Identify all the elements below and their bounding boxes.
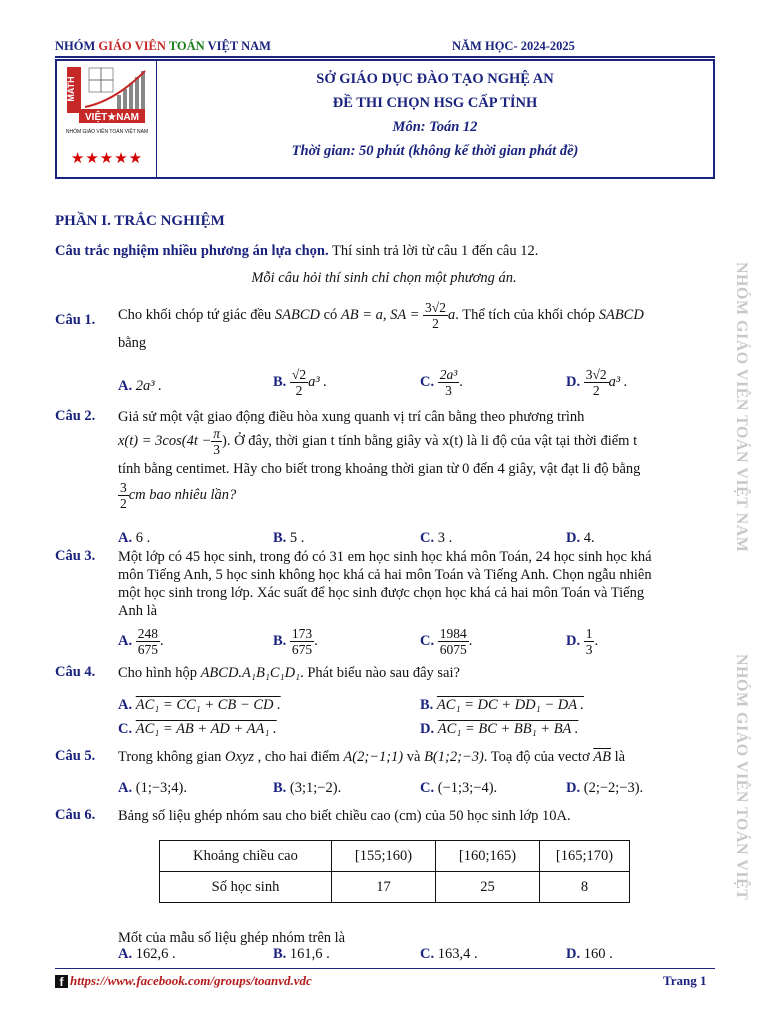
footer-divider	[55, 968, 715, 969]
question-4-label: Câu 4.	[55, 664, 96, 680]
group-text-4: VIỆT NAM	[207, 39, 271, 53]
question-2-text: Giả sử một vật giao động điều hòa xung quanh vị trí cân bằng theo phương trình x(t) = 3cos(4t − $\frac{\pi}{3}$ ). Ở đây, thời gian t tính bằng giây và x(t) là li độ của vật tại thời điểm t tính bằng centimet. Hãy cho biết trong khoảng thời gian từ 0 đến 4 giây, vật đạt li độ bằng $\frac{3}{2}$ cm bao nhiêu lần?	[118, 409, 641, 512]
question-3-option-c[interactable]: C. $\frac{1984}{6075}$ .	[420, 626, 473, 657]
facebook-link[interactable]	[55, 973, 312, 989]
question-4-text: Cho hình hộp ABCD.A₁B₁C₁D₁. Phát biểu nào sau đây sai?	[118, 665, 460, 681]
question-6-option-a[interactable]: A. 162,6 .	[118, 946, 176, 962]
question-1-text: Cho khối chóp tứ giác đều SABCD có AB = a, SA = $\frac{3√2}{2}$ a. Thể tích của khối chóp SABCD bằng	[118, 300, 644, 351]
subject-line: Môn: Toán 12	[392, 119, 478, 135]
facebook-icon: f	[55, 975, 68, 988]
rating-stars: ★★★★★	[70, 151, 144, 167]
department-title: SỞ GIÁO DỤC ĐÀO TẠO NGHỆ AN	[316, 71, 554, 87]
question-3-option-b[interactable]: B. $\frac{173}{675}$ .	[273, 626, 318, 657]
question-5-option-c[interactable]: C. (−1;3;−4).	[420, 780, 498, 796]
table-header-cell: [160;165)	[436, 841, 540, 872]
table-header-cell: Khoảng chiều cao	[160, 841, 332, 872]
exam-banner	[55, 59, 715, 179]
question-6-option-c[interactable]: C. 163,4 .	[420, 946, 478, 962]
instruction-bold: Câu trắc nghiệm nhiều phương án lựa chọn.	[55, 243, 329, 259]
instruction-rest: Thí sinh trả lời từ câu 1 đến câu 12.	[328, 243, 539, 259]
section-title: PHẦN I. TRẮC NGHIỆM	[55, 213, 225, 229]
page-number: Trang 1	[663, 973, 707, 988]
group-text-2: GIÁO VIÊN	[98, 39, 169, 53]
watermark-bottom: NHÓM GIÁO VIÊN TOÁN VIỆT	[733, 654, 750, 901]
question-3-text: Một lớp có 45 học sinh, trong đó có 31 em học sinh học khá môn Toán, 24 học sinh học khá môn Tiếng Anh, 5 học sinh không học khá cả hai môn Toán và Tiếng Anh. Chọn ngẫu nhiên một học sinh trong lớp. Xác suất để học sinh được chọn học khá cả hai môn Toán và Tiếng Anh là	[118, 549, 652, 619]
question-4-option-a[interactable]: A. AC₁ = CC₁ + CB − CD .	[118, 697, 281, 713]
logo-subtitle: NHÓM GIÁO VIÊN TOÁN VIỆT NAM	[65, 129, 149, 135]
question-3-label: Câu 3.	[55, 548, 96, 564]
watermark-top: NHÓM GIÁO VIÊN TOÁN VIỆT NAM	[733, 262, 750, 553]
exam-title: ĐỀ THI CHỌN HSG CẤP TỈNH	[332, 95, 538, 111]
question-4-option-d[interactable]: D. AC₁ = BC + BB₁ + BA .	[420, 721, 579, 737]
question-5-option-a[interactable]: A. (1;−3;4).	[118, 780, 188, 796]
question-6-prompt: Mốt của mẫu số liệu ghép nhóm trên là	[118, 930, 346, 946]
table-row	[160, 841, 630, 872]
question-1-option-b[interactable]: B. $\frac{√2}{2}$ a³ .	[273, 367, 327, 398]
table-cell: 25	[436, 872, 540, 903]
question-1-option-a[interactable]: A. 2a³ .	[118, 378, 162, 394]
facebook-url[interactable]: https://www.facebook.com/groups/toanvd.vdc	[70, 973, 312, 988]
question-6-option-b[interactable]: B. 161,6 .	[273, 946, 330, 962]
question-2-label: Câu 2.	[55, 408, 96, 424]
school-year: NĂM HỌC- 2024-2025	[452, 39, 575, 53]
banner-text	[157, 67, 713, 163]
frequency-table	[159, 840, 630, 903]
header-divider	[55, 56, 715, 58]
question-4-option-b[interactable]: B. AC₁ = DC + DD₁ − DA .	[420, 697, 585, 713]
table-header-cell: [165;170)	[540, 841, 630, 872]
math-vietnam-logo	[65, 65, 149, 127]
question-2-option-b[interactable]: B. 5 .	[273, 530, 305, 546]
table-cell: 17	[332, 872, 436, 903]
question-6-text: Bảng số liệu ghép nhóm sau cho biết chiều cao (cm) của 50 học sinh lớp 10A.	[118, 808, 571, 824]
group-text-1: NHÓM	[55, 39, 99, 53]
section-instruction-italic: Mỗi câu hỏi thí sinh chỉ chọn một phương án.	[251, 270, 517, 286]
question-5-text: Trong không gian Oxyz , cho hai điểm A(2;−1;1) và B(1;2;−3). Toạ độ của vectơ $\overline{AB}$ là	[118, 749, 626, 765]
section-instruction	[55, 243, 538, 260]
question-1-option-c[interactable]: C. $\frac{\text{2a³}}{3}$ .	[420, 367, 463, 398]
question-6-label: Câu 6.	[55, 807, 96, 823]
table-row	[160, 872, 630, 903]
logo-cell	[57, 61, 157, 177]
question-1-option-d[interactable]: D. $\frac{3√2}{2}$ a³ .	[566, 367, 628, 398]
table-cell: 8	[540, 872, 630, 903]
question-5-option-d[interactable]: D. (2;−2;−3).	[566, 780, 644, 796]
question-2-option-d[interactable]: D. 4.	[566, 530, 595, 546]
logo-brand-text: VIỆT★NAM	[85, 112, 139, 123]
question-6-option-d[interactable]: D. 160 .	[566, 946, 613, 962]
question-3-option-a[interactable]: A. $\frac{248}{675}$ .	[118, 626, 164, 657]
question-4-option-c[interactable]: C. AC₁ = AB + AD + AA₁ .	[118, 721, 277, 737]
question-3-option-d[interactable]: D. $\frac{1}{3}$ .	[566, 626, 599, 657]
question-5-option-b[interactable]: B. (3;1;−2).	[273, 780, 342, 796]
table-header-cell: [155;160)	[332, 841, 436, 872]
question-1-label: Câu 1.	[55, 312, 96, 328]
header-group-name	[55, 39, 271, 54]
logo-math-text: MATH	[66, 76, 76, 102]
question-2-option-a[interactable]: A. 6 .	[118, 530, 151, 546]
question-5-label: Câu 5.	[55, 748, 96, 764]
group-text-3: TOÁN	[168, 39, 208, 53]
question-2-option-c[interactable]: C. 3 .	[420, 530, 453, 546]
time-line: Thời gian: 50 phút (không kể thời gian phát đề)	[291, 143, 579, 159]
table-cell: Số học sinh	[160, 872, 332, 903]
